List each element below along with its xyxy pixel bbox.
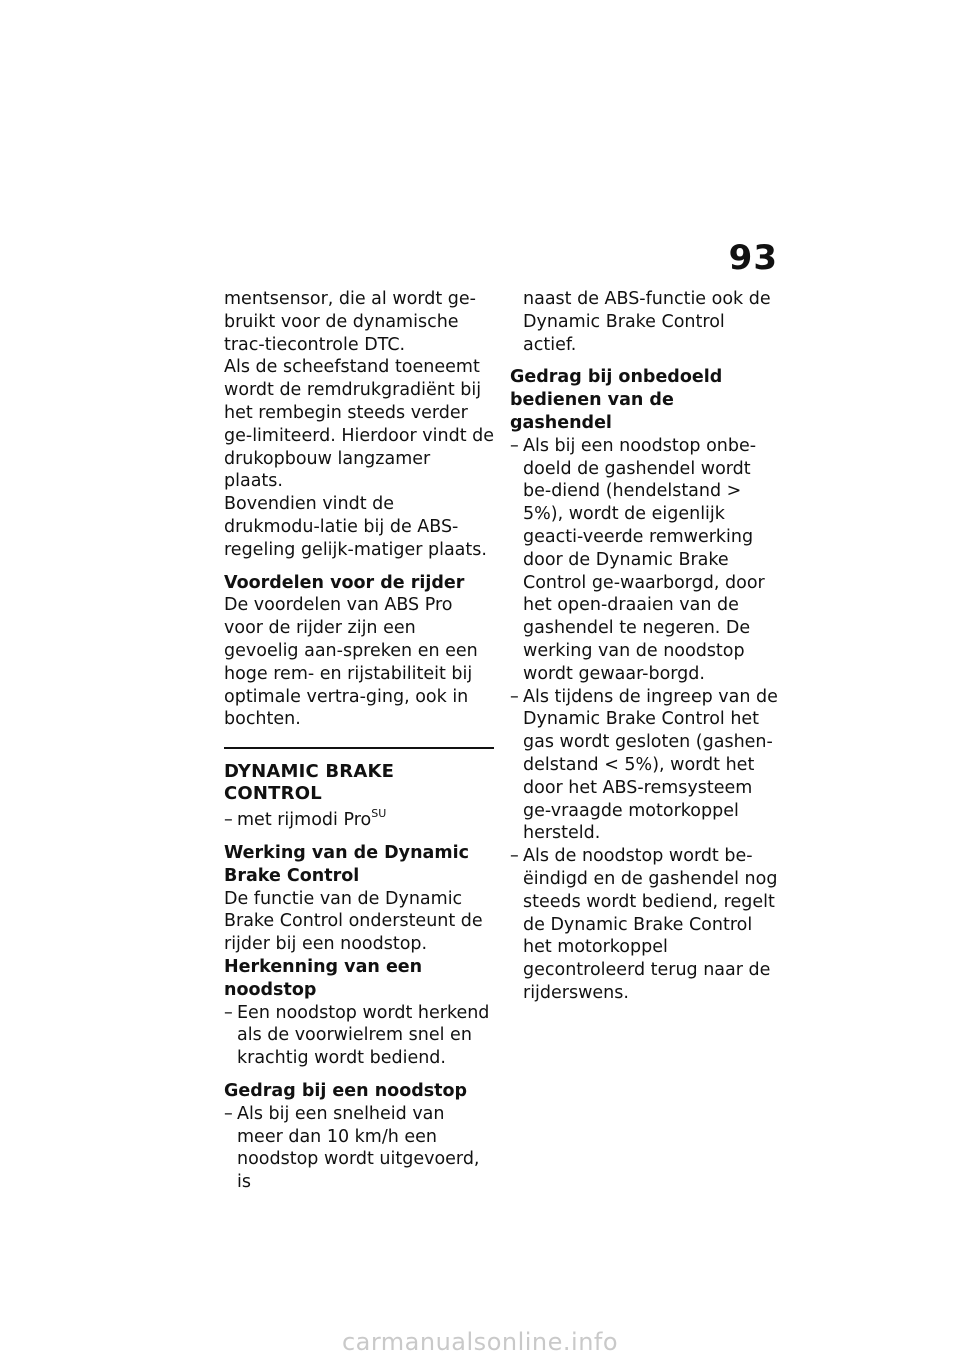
heading-herkenning: Herkenning van een noodstop: [224, 956, 423, 1000]
paragraph-continuation: naast de ABS-functie ook de Dynamic Brake Control actief.: [523, 289, 771, 355]
right-column: [510, 288, 780, 1005]
herkenning-list: [224, 1002, 494, 1070]
watermark-logo: carmanualsonline.info: [341, 1328, 619, 1356]
onbedoeld-list: [510, 435, 780, 1005]
paragraph-scheefstand: Als de scheefstand toeneemt wordt de remdrukgradiënt bij het rembegin steeds verder ge-limiteerd. Hierdoor vindt de drukopbouw langzamer plaats.: [224, 357, 495, 492]
list-item: – Een noodstop wordt herkend als de voorwielrem snel en krachtig wordt bediend.: [224, 1002, 494, 1070]
list-item: [224, 809, 494, 832]
rijmodi-list: [224, 809, 494, 832]
page-number: 93: [728, 238, 778, 278]
paragraph-voordelen: De voordelen van ABS Pro voor de rijder zijn een gevoelig aan-spreken en een hoge rem- en rijstabiliteit bij optimale vertra-ging, ook in bochten.: [224, 595, 478, 730]
paragraph-werking: De functie van de Dynamic Brake Control ondersteunt de rijder bij een noodstop.: [224, 888, 483, 955]
heading-werking: Werking van de Dynamic Brake Control: [224, 842, 469, 886]
rijmodi-superscript: SU: [371, 807, 387, 821]
heading-gedrag-noodstop: Gedrag bij een noodstop: [224, 1080, 468, 1101]
list-item: – Als de noodstop wordt be-ëindigd en de gashendel nog steeds wordt bediend, regelt de Dynamic Brake Control het motorkoppel gecontroleerd terug naar de rijderswens.: [510, 845, 780, 1005]
list-item: – Als tijdens de ingreep van de Dynamic Brake Control het gas wordt gesloten (gashen-delstand < 5%), wordt het door het ABS-remsysteem ge-vraagde motorkoppel hersteld.: [510, 686, 780, 846]
paragraph-mentsensor: mentsensor, die al wordt ge-bruikt voor de dynamische trac-tiecontrole DTC.: [224, 289, 476, 355]
gedrag-list: [224, 1103, 494, 1194]
heading-voordelen: Voordelen voor de rijder: [224, 572, 465, 593]
left-column: [224, 288, 494, 1194]
section-title: DYNAMIC BRAKE CONTROL: [224, 747, 494, 805]
paragraph-bovendien: Bovendien vindt de drukmodu-latie bij de ABS-regeling gelijk-matiger plaats.: [224, 494, 487, 560]
heading-onbedoeld: Gedrag bij onbedoeld bedienen van de gashendel: [510, 367, 723, 433]
rijmodi-text: met rijmodi Pro: [237, 810, 372, 831]
list-item: – Als bij een snelheid van meer dan 10 km/h een noodstop wordt uitgevoerd, is: [224, 1103, 494, 1194]
section-dynamic-brake-control: [224, 747, 494, 805]
list-item: – Als bij een noodstop onbe-doeld de gashendel wordt be-diend (hendelstand > 5%), wordt de eigenlijk geacti-veerde remwerking door de Dynamic Brake Control ge-waarborgd, door het open-draaien van de gashendel te negeren. De werking van de noodstop wordt gewaar-borgd.: [510, 435, 780, 686]
